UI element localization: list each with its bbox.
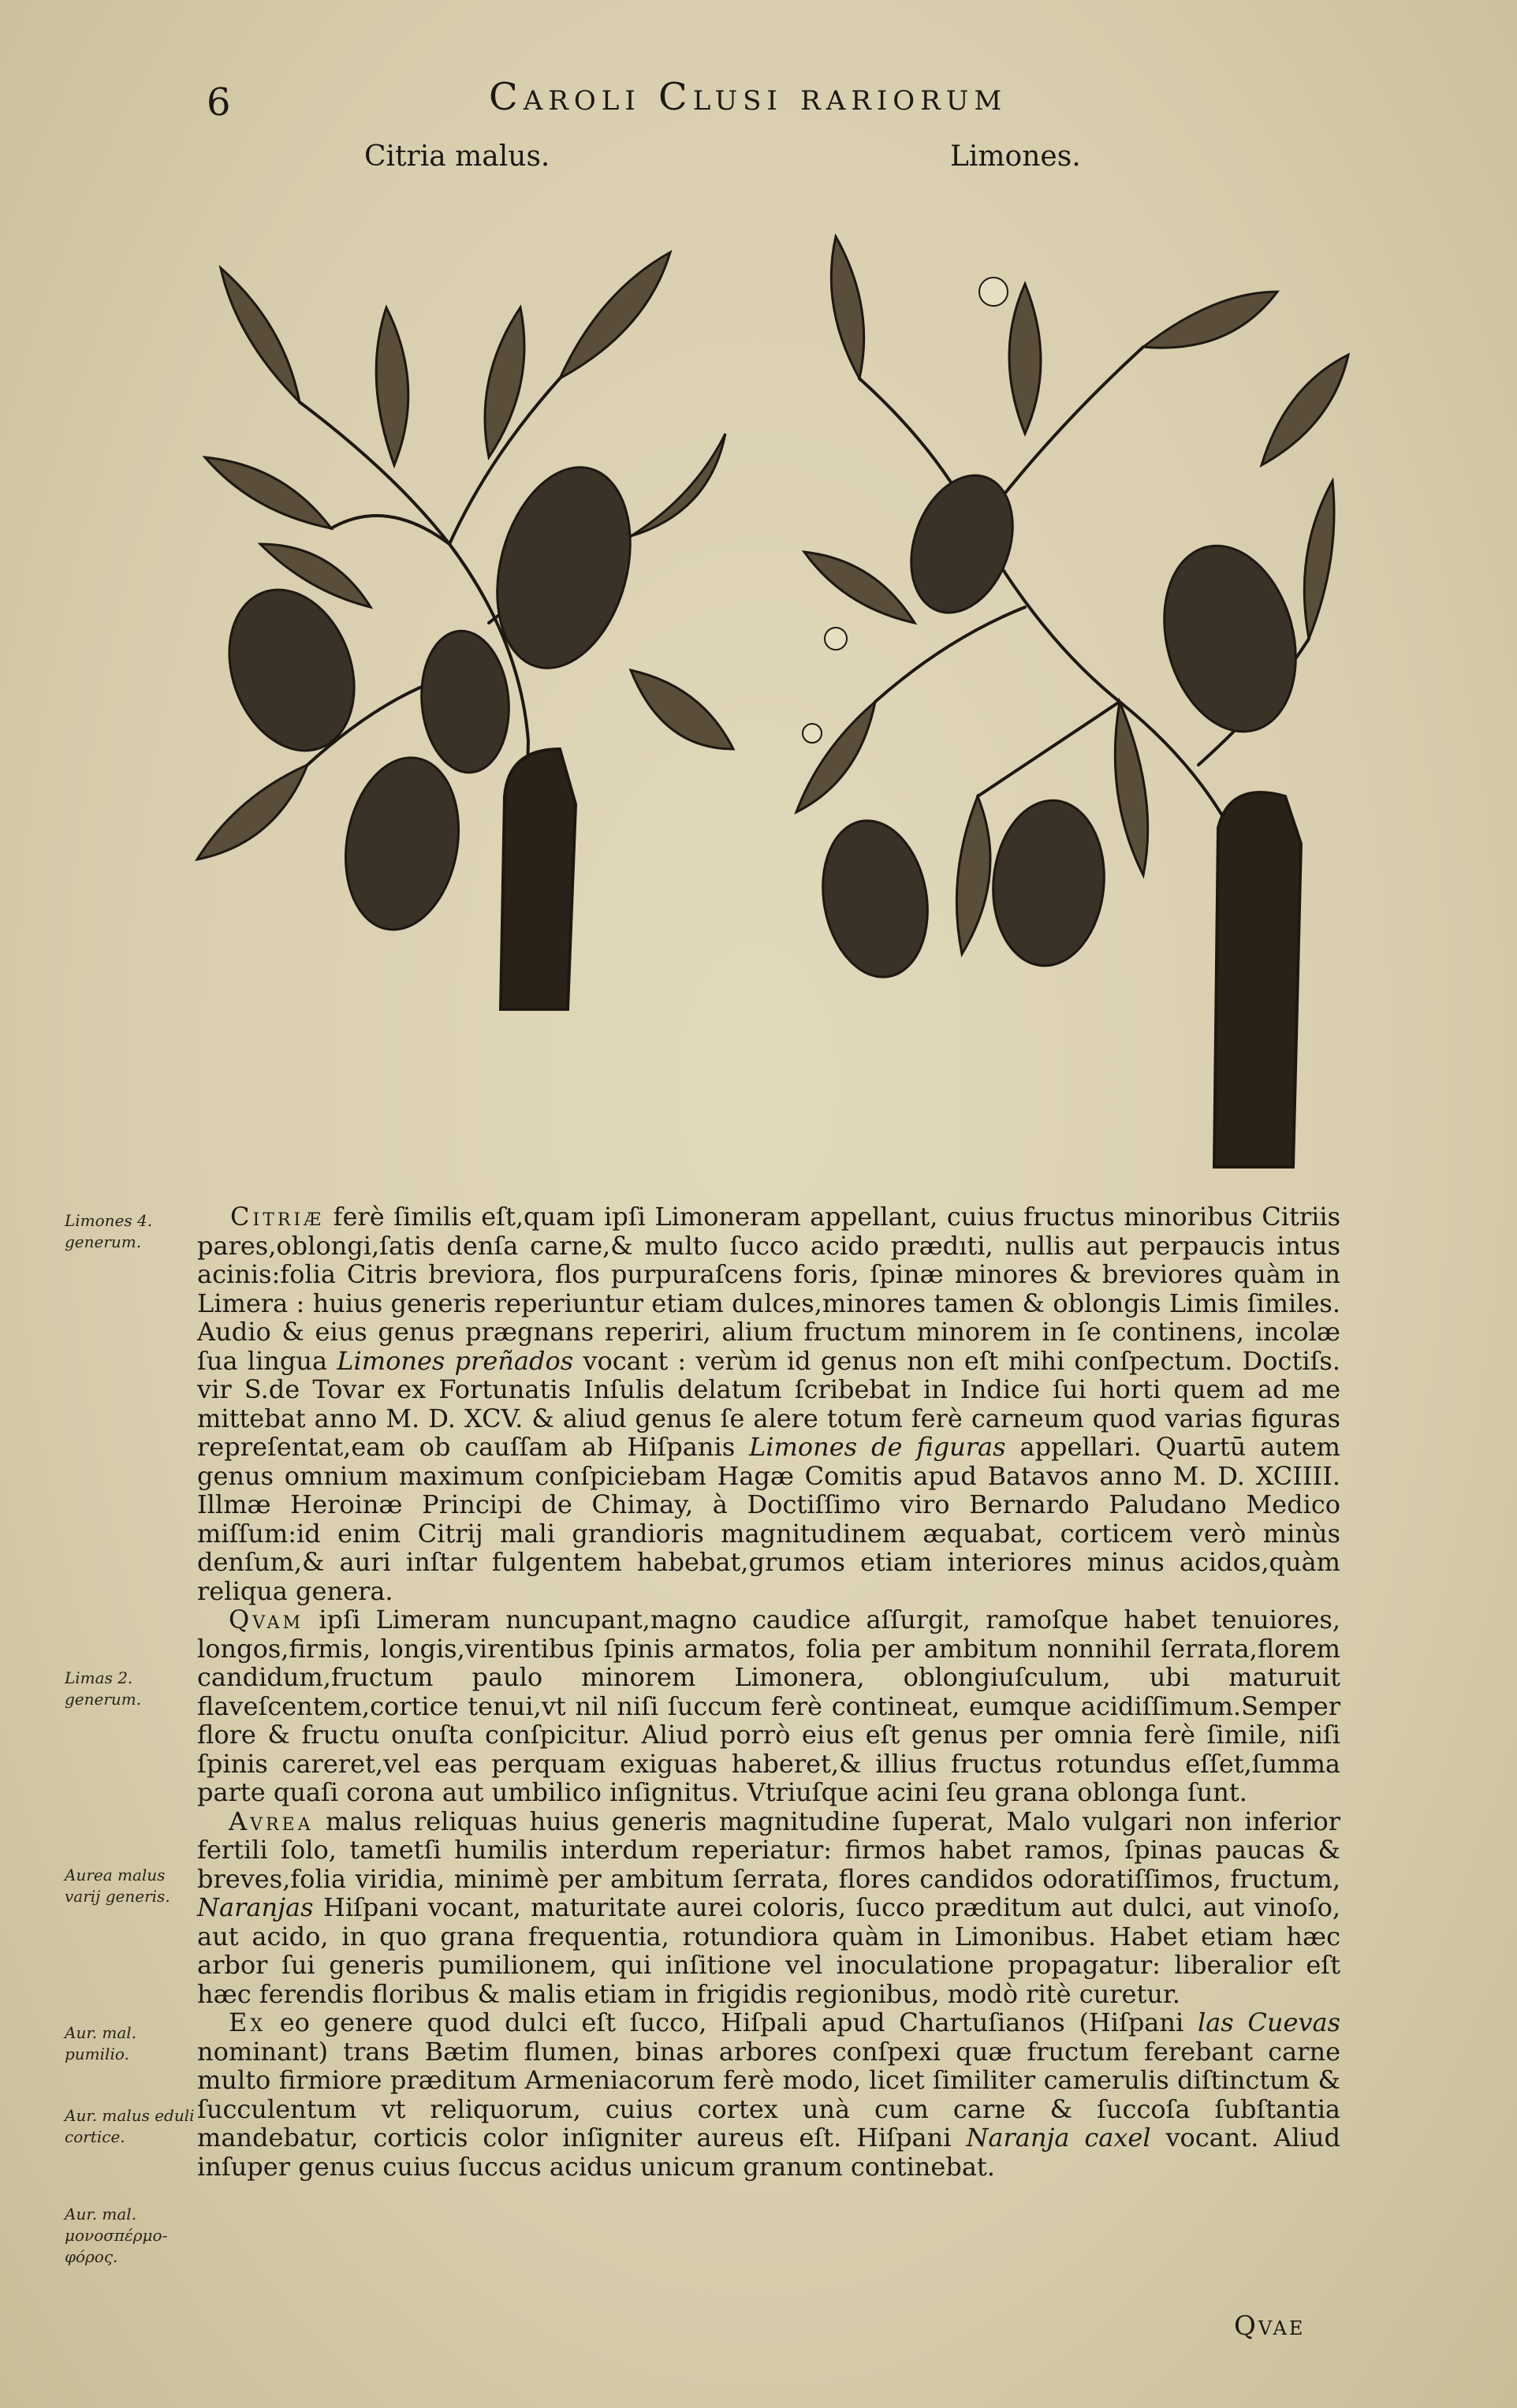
margin-note-limas: Limas 2. generum. [65,1668,142,1709]
paragraph-ex-eo-genere: Ex eo genere quod dulci eſt ſucco, Hiſpali apud Chartuſianos (Hiſpani las Cuevas nominant) trans Bætim flumen, binas arbores conſpexi quæ fructum ferebant carne multo firmiore præditum Armeniacorum ferè modo, licet ſimiliter camerulis diſtinctum & ſucculentum vt reliquorum, cuius cortex unà cum carne & ſuccoſa ſubſtantia mandebatur, corticis color inſigniter aureus eſt. Hiſpani Naranja caxel vocant. Aliud inſuper genus cuius ſuccus acidus unicum granum continebat. [197,2007,1341,2182]
paragraph-citriae: Citriæ ferè ſimilis eſt,quam ipſi Limoneram appellant, cuius fructus minoribus Citriis pares,oblongi,ſatis denſa carne,& multo ſucco acido prædıti, nullis aut perpaucis intus acinis:folia Citris breviora, flos purpuraſcens foris, ſpinæ minores & breviores quàm in Limera : huius generis reperiuntur etiam dulces,minores tamen & oblongis Limis ſimiles. Audio & eius genus prægnans reperiri, alium fructum minorem in ſe continens, incolæ ſua lingua Limones preñados vocant : verùm id genus non eſt mihi conſpectum. Doctiſs. vir S.de Tovar ex Fortunatis Inſulis delatum ſcribebat in Indice ſui horti quem ad me mittebat anno M. D. XCV. & aliud genus ſe alere totum ferè carneum quod varias figuras repreſentat,eam ob cauſſam ab Hiſpanis Limones de figuras appellari. Quartū autem genus omnium maximum conſpiciebam Hagæ Comitis apud Batavos anno M. D. XCIIII. Illmæ Heroinæ Principi de Chimay, à Doctiſſimo viro Bernardo Paludano Medico miſſum:id enim Citrij mali grandioris magnitudinem æquabat, corticem verò minùs denſum,& auri inſtar fulgentem habebat,grumos etiam interiores minus acidos,quàm reliqua genera. [197,1202,1341,1606]
page-number: 6 [207,80,231,125]
margin-note-aur-pumilio: Aur. mal. pumilio. [65,2023,137,2063]
margin-note-aurea-malus: Aurea malus varij generis. [65,1866,170,1906]
woodcut-citron-branch [189,197,741,1049]
woodcut-lemon-branch [788,197,1356,1191]
running-title: Caroli Clusi rariorum [489,75,1008,119]
body-text [197,1202,1340,2181]
margin-note-aur-monospermo: Aur. mal. μονοσπέρμοφόρος. [65,2205,168,2266]
figure-caption-citria: Citria malus. [364,140,550,173]
figure-caption-limones: Limones. [950,140,1081,173]
margin-note-aur-eduli: Aur. malus eduli cortice. [65,2106,195,2146]
margin-note-limones: Limones 4. generum. [65,1211,153,1251]
catchword: Qvae [1234,2310,1306,2342]
paragraph-aurea: Avrea malus reliquas huius generis magnitudine ſuperat, Malo vulgari non inferior fertili ſolo, tametſi humilis interdum reperiatur: firmos habet ramos, ſpinas paucas & breves,folia viridia, minimè per ambitum ſerrata, flores candidos odoratiſſimos, fructum, Naranjas Hiſpani vocant, maturitate aurei coloris, ſucco præditum aut dulci, aut vinoſo, aut acido, in quo grana frequentia, rotundiora quàm in Limonibus. Habet etiam hæc arbor ſui generis pumilionem, qui inſitione vel inoculatione propagatur: liberalior eſt hæc ferendis floribus & malis etiam in frigidis regionibus, modò ritè curetur. [197,1806,1340,2009]
paragraph-limeram: Qvam ipſi Limeram nuncupant,magno caudice aſſurgit, ramoſque habet tenuiores, longos,firmis, longis,virentibus ſpinis armatos, folia per ambitum nonnihil ſerrata,florem candidum,fructum paulo minorem Limonera, oblongiuſculum, ubi maturuit flaveſcentem,cortice tenui,vt nil niſi ſuccum ferè contineat, eumque acidiſſimum.Semper flore & fructu onuſta conſpicitur. Aliud porrò eius eſt genus per omnia ferè ſimile, niſi ſpinis careret,vel eas perquam exiguas haberet,& illius fructus rotundus eſſet,ſumma parte quaſi corona aut umbilico inſignitus. Vtriuſque acini ſeu grana oblonga ſunt. [197,1605,1340,1807]
